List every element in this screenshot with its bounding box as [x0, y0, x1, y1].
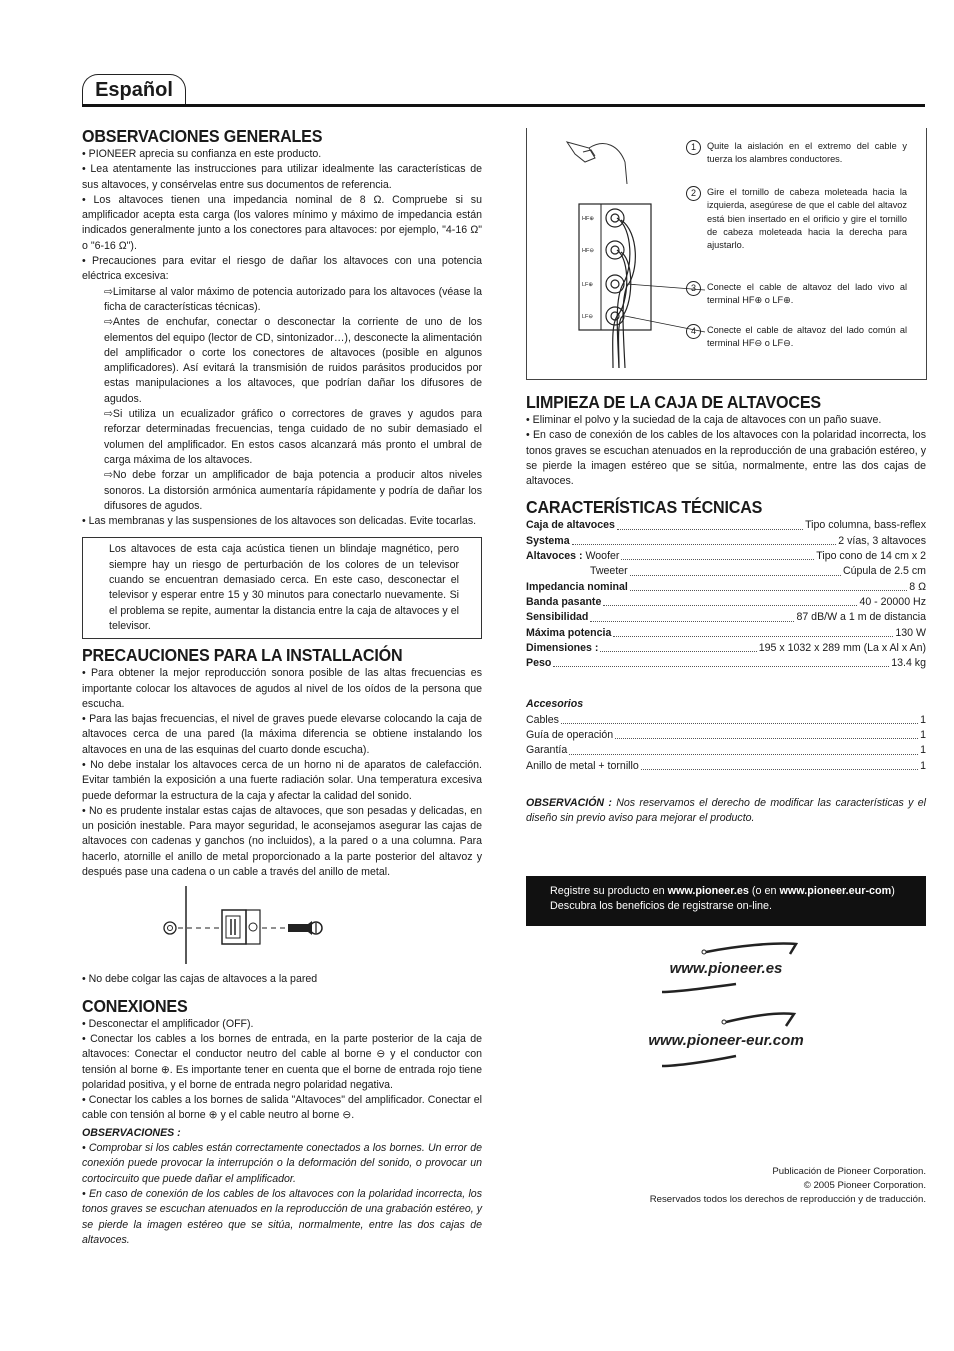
paragraph: • Las membranas y las suspensiones de los altavoces son delicadas. Evite tocarlas. [82, 515, 477, 528]
spec-value: 40 - 20000 Hz [859, 595, 926, 608]
paragraph: • Desconectar el amplificador (OFF). [82, 1017, 254, 1030]
spec-label: Sensibilidad [526, 611, 589, 624]
language-tab: Español [82, 74, 186, 105]
step-number: 3 [686, 281, 701, 296]
spec-label: Dimensiones : [526, 641, 599, 654]
paragraph: • Conectar los cables a los bornes de salida "Altavoces" del amplificador. Conectar el cable con tensión al borne ⊕ y el cable neutro al borne ⊖. [82, 1094, 482, 1122]
paragraph: • Para obtener la mejor reproducción sonora posible de las altas frecuencias es importante colocar los altavoces de agudos al nivel de los oídos de la persona que escucha. [82, 667, 482, 710]
accessory-qty: 1 [920, 729, 926, 742]
observaciones-title: OBSERVACIONES : [82, 1126, 181, 1139]
accessory-qty: 1 [920, 713, 926, 726]
spec-label: Máxima potencia [526, 626, 612, 639]
accessory-row [526, 743, 926, 758]
accesorios-title: Accesorios [526, 698, 584, 711]
ring-screw-drawing [82, 880, 482, 972]
terminal-label: HF⊕ [582, 216, 594, 222]
pioneer-eur-logo[interactable] [626, 1008, 826, 1072]
terminal-label: LF⊕ [582, 282, 594, 288]
paragraph: • No debe instalar los altavoces cerca de un horno ni de aparatos de calefacción. Evitar también la exposición a una fuerte radiación solar. Una temperatura excesiva puede deformar la estructura de la caja y afectar la calidad del sonido. [82, 758, 482, 802]
section-title-observaciones: OBSERVACIONES GENERALES [82, 126, 323, 146]
spec-value: 87 dB/W a 1 m de distancia [796, 611, 926, 624]
step-text: Quite la aislación en el extremo del cable y tuerza los alambres conductores. [707, 141, 907, 165]
spec-row [526, 518, 926, 533]
paragraph: • Para las bajas frecuencias, el nivel de graves puede elevarse colocando la caja de altavoces cerca de una pared (la máxima diferencia se obtiene instalando los altavoces en una de las esquinas del cuarto donde escucha). [82, 713, 482, 756]
spec-row [526, 534, 926, 549]
spec-row [526, 595, 926, 610]
accessory-row [526, 713, 926, 728]
paragraph: • No debe colgar las cajas de altavoces a la pared [82, 973, 318, 986]
spec-value: 130 W [895, 626, 926, 639]
diagram-step [690, 324, 907, 351]
register-link-es[interactable]: www.pioneer.es [667, 885, 749, 897]
spec-value: 2 vías, 3 altavoces [838, 534, 926, 547]
sub-item: ⇨ No debe forzar un amplificador de baja potencia a producir altos niveles sonoros. La distorsión armónica aumentaría rápidamente y podría de dañar los difusores de agudos. [82, 468, 482, 514]
register-text: Registre su producto en [550, 885, 668, 897]
accessory-row [526, 728, 926, 743]
spec-label: Altavoces : [526, 550, 583, 563]
spec-row [526, 564, 926, 579]
diagram-step [690, 140, 907, 167]
spec-label: Systema [526, 534, 570, 547]
spec-value: 195 x 1032 x 289 mm (La x Al x An) [758, 641, 926, 654]
sub-item: ⇨ Antes de enchufar, conectar o desconectar la corriente de uno de los elementos del equipo (lector de CD, sintonizador…), desconecte la alimentación del amplificador o corte los conectores de altavoces (posible en algunos amplificadores). Así evitará la transmisión de ruidos parásitos producidos por estas manipulaciones a los altavoces, que podrían dañar los difusores de agudos. [82, 315, 482, 407]
magnetic-shield-note [82, 537, 482, 639]
register-link-eur[interactable]: www.pioneer.eur-com [779, 885, 892, 897]
observacion-note [526, 796, 926, 827]
step-number: 1 [686, 140, 701, 155]
accessory-qty: 1 [920, 744, 926, 757]
spec-table [526, 518, 926, 671]
sub-item: ⇨ Limitarse al valor máximo de potencia autorizado para los altavoces (véase la ficha de características técnicas). [82, 285, 482, 316]
spec-row [526, 641, 926, 656]
accessory-label: Anillo de metal + tornillo [526, 759, 639, 772]
register-banner [526, 876, 926, 926]
logo-text: www.pioneer.es [669, 960, 783, 977]
accessory-row [526, 759, 926, 774]
footer-line: Reservados todos los derechos de reproducción y de traducción. [649, 1194, 926, 1205]
footer-line: Publicación de Pioneer Corporation. [772, 1166, 926, 1177]
section-title-limpieza: LIMPIEZA DE LA CAJA DE ALTAVOCES [526, 392, 821, 412]
register-text: (o en [748, 885, 780, 897]
step-text: Conecte el cable de altavoz del lado común al terminal HF⊖ o LF⊖. [707, 325, 907, 349]
accessory-label: Garantía [526, 744, 568, 757]
spec-value: 8 Ω [909, 580, 926, 593]
spec-label: Impedancia nominal [526, 580, 628, 593]
pioneer-es-logo[interactable] [626, 940, 826, 1000]
step-number: 2 [686, 186, 701, 201]
spec-row [526, 580, 926, 595]
left-column [82, 126, 482, 1248]
spec-sublabel: Tweeter [590, 565, 628, 578]
section-title-caracteristicas: CARACTERÍSTICAS TÉCNICAS [526, 497, 763, 518]
sub-item: ⇨ Si utiliza un ecualizador gráfico o correctores de graves y agudos para reforzar determinadas frecuencias, tenga cuidado de no subir demasiado el volumen del amplificador. En estos casos alcanzará más pronto el umbral de carga máxima de los altavoces. [82, 407, 482, 468]
spec-row [526, 656, 926, 671]
footer-line: © 2005 Pioneer Corporation. [803, 1180, 926, 1191]
paragraph: • Lea atentamente las instrucciones para utilizar idealmente las características de sus altavoces, y consérvelas entre sus documentos de referencia. [82, 163, 482, 191]
observacion-text: Nos reservamos el derecho de modificar las características y el diseño sin previo aviso para mejorar el producto. [526, 796, 926, 825]
publication-footer [596, 1165, 926, 1207]
paragraph: • Eliminar el polvo y la suciedad de la caja de altavoces con un paño suave. [526, 414, 882, 426]
terminal-label: HF⊖ [582, 248, 594, 254]
register-line-1 [550, 884, 926, 899]
note-text: Los altavoces de esta caja acústica tienen un blindaje magnético, pero siempre hay un riesgo de perturbación de los colores de un televisor cuando se encuentran demasiado cerca. En este caso, desconectar el televisor y esperar entre 15 y 30 minutos para conectarlo nuevamente. Si el problema se repite, aumentar la distancia entre la caja de altavoces y el televisor. [109, 543, 459, 632]
spec-value: 13.4 kg [891, 657, 926, 670]
observation: • Comprobar si los cables están correctamente conectados a los bornes. Un error de conexión puede provocar la interrupción o la deformación del sonido, o provocar un cortocircuito que puede dañar el amplificador. [82, 1142, 482, 1185]
spec-value: Tipo columna, bass-reflex [805, 519, 926, 532]
spec-value: Tipo cono de 14 cm x 2 [816, 550, 926, 563]
section-title-conexiones: CONEXIONES [82, 995, 188, 1016]
observacion-label: OBSERVACIÓN : [526, 796, 612, 809]
paragraph: • Precauciones para evitar el riesgo de dañar los altavoces con una potencia eléctrica excesiva: [82, 255, 482, 283]
accessory-label: Cables [526, 713, 559, 726]
observation: • En caso de conexión de los cables de los altavoces con la polaridad incorrecta, los tonos graves se escuchan atenuados en la reproducción de una grabación estéreo, y se pierde la imagen estéreo que se sitúa, normalmente, entre las dos cajas de altavoces. [82, 1187, 482, 1246]
accessories-table [526, 713, 926, 774]
register-text: ) [891, 885, 895, 897]
diagram-step [690, 281, 907, 308]
register-line-2: Descubra los beneficios de registrarse on-line. [550, 900, 773, 912]
section-title-precauciones: PRECAUCIONES PARA LA INSTALLACIÓN [82, 645, 403, 666]
spec-row [526, 549, 926, 564]
spec-row [526, 626, 926, 641]
paragraph: • No es prudente instalar estas cajas de altavoces, que son pesadas y delicadas, en un posición inestable. Para mayor seguridad, le aconsejamos asegurar las cajas de altavoces con cadenas y ganchos (no incluidos), a la pared o a una columna. Para hacerlo, atornille el anillo de metal proporcionado a la parte posterior del altavoz y después pase una cadena o un cable a través del anillo de metal. [82, 804, 482, 879]
accessory-qty: 1 [920, 759, 926, 772]
terminal-label: LF⊖ [582, 314, 594, 320]
spec-sublabel: Woofer [585, 550, 620, 563]
step-number: 4 [686, 324, 701, 339]
ring-screw-illustration [82, 880, 482, 972]
connection-diagram [526, 128, 927, 380]
paragraph: • PIONEER aprecia su confianza en este producto. [82, 148, 322, 160]
paragraph: • Los altavoces tienen una impedancia nominal de 8 Ω. Compruebe si su amplificador acepta esta carga (los valores mínimo y máximo de impedancia están indicados generalmente junto a los conectores para altavoces: por ejemplo, "4-16 Ω" o "6-16 Ω"). [82, 193, 482, 252]
step-text: Conecte el cable de altavoz del lado vivo al terminal HF⊕ o LF⊕. [707, 282, 907, 306]
paragraph: • En caso de conexión de los cables de los altavoces con la polaridad incorrecta, los tonos graves se escuchan atenuados en la reproducción de una grabación estéreo, y se pierde la imagen estéreo que se sitúa, normalmente, entre las dos cajas de altavoces. [526, 429, 926, 488]
paragraph: • Conectar los cables a los bornes de entrada, en la parte posterior de la caja de altavoces: Conectar el conductor neutro del cable al borne ⊖ y el conductor con tensión al borne ⊕. Es importante tener en cuenta que el borne de entrada rojo tiene polaridad positiva, y el borne de entrada negro polaridad negativa. [82, 1032, 482, 1091]
diagram-step [690, 186, 907, 252]
step-text: Gire el tornillo de cabeza moleteada hacia la izquierda, asegúrese de que el cable del altavoz está bien insertado en el orificio y gire el tornillo de cabeza moleteada hacia la derecha para ajustarlo. [707, 187, 907, 251]
spec-label: Caja de altavoces [526, 519, 615, 532]
spec-label: Banda pasante [526, 595, 602, 608]
terminal-drawing [527, 128, 707, 378]
spec-label: Peso [526, 657, 552, 670]
spec-row [526, 610, 926, 625]
right-column [526, 392, 926, 827]
header-rule [82, 104, 925, 107]
accessory-label: Guía de operación [526, 729, 614, 742]
logo-text: www.pioneer-eur.com [648, 1032, 804, 1049]
spec-value: Cúpula de 2.5 cm [842, 565, 926, 578]
